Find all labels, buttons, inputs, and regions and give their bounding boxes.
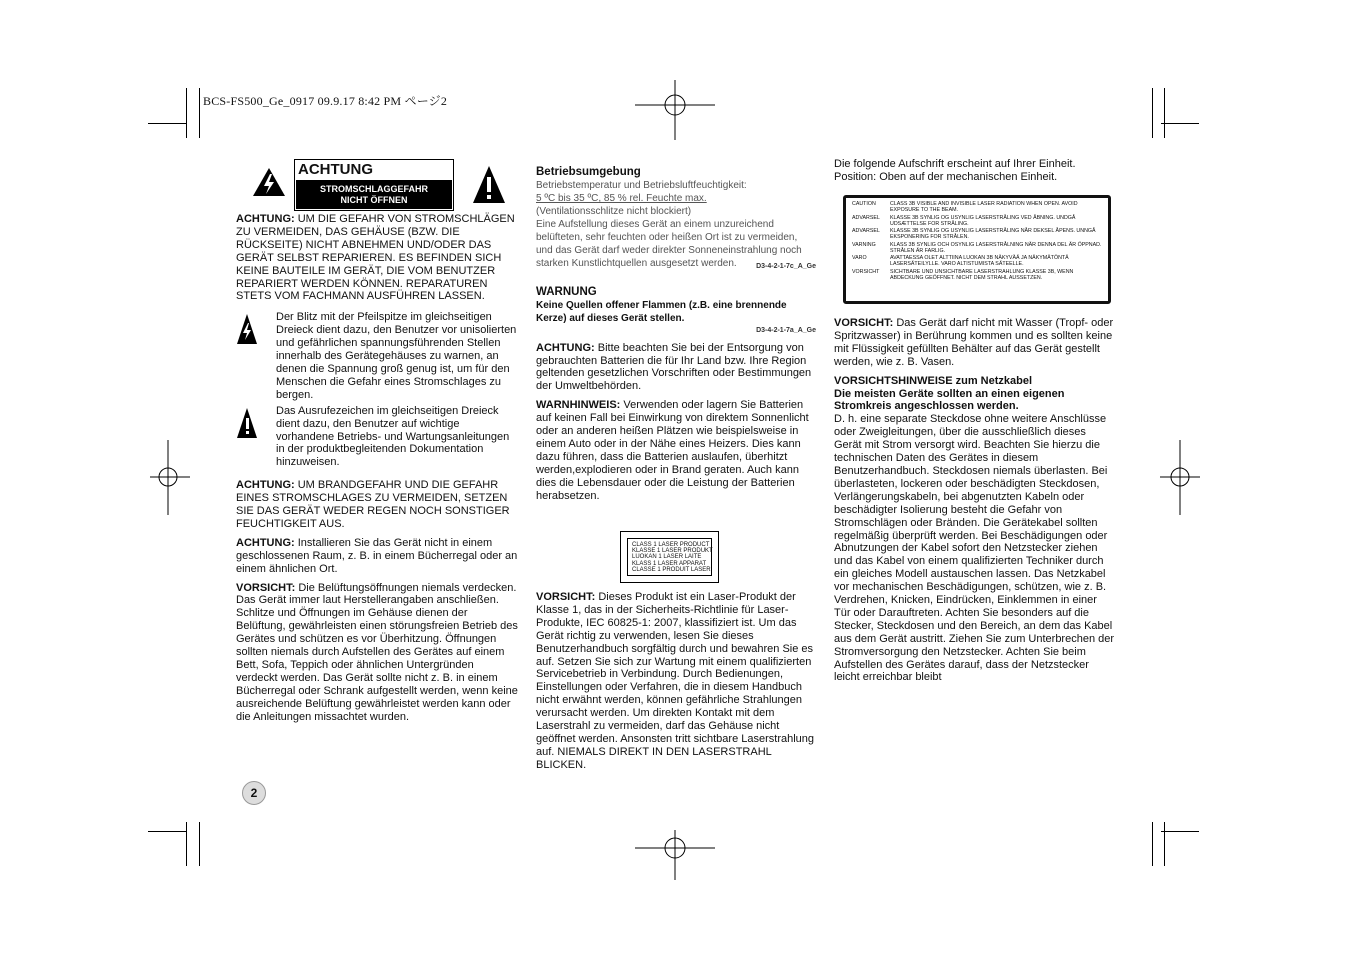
paragraph-text: Installieren Sie das Gerät nicht in einem geschlossenen Raum, z. B. in einem Bücherregal oder an einem ähnlichen Ort. bbox=[236, 536, 518, 575]
lightning-warning-icon bbox=[236, 313, 258, 347]
registration-mark-right bbox=[1160, 440, 1200, 515]
battery-disposal-paragraph bbox=[536, 342, 816, 394]
environment-line1: Betriebstemperatur und Betriebsluftfeuchtigkeit: bbox=[536, 179, 747, 191]
lightning-text: Der Blitz mit der Pfeilspitze im gleichseitigen Dreieck dient dazu, den Benutzer vor unisolierten und gefährlichen spannungsführenden Stellen innerhalb des Gerätegehäuses zu warnen, an denen die Spannung groß genug ist, um für den Menschen die Gefahr eines Stromschlages zu bergen. bbox=[276, 311, 517, 401]
column-middle bbox=[536, 166, 816, 509]
laser-label-row bbox=[852, 269, 1102, 281]
lead-label: ACHTUNG: bbox=[536, 341, 595, 354]
battery-warning-paragraph bbox=[536, 399, 816, 502]
registration-mark-bottom bbox=[635, 830, 715, 880]
lightning-explanation bbox=[236, 311, 518, 401]
laser-label-value: KLASSE 3B SYNLIG OG USYNLIG LASERSTRÅLING VED ÅBNING. UNDGÅ UDSÆTTELSE FOR STRÅLING. bbox=[890, 214, 1076, 227]
warnung-heading: WARNUNG bbox=[536, 285, 597, 298]
paragraph-text: Die Belüftungsöffnungen niemals verdecken. Das Gerät immer laut Herstellerangaben anschließen. bbox=[236, 581, 517, 607]
warning-paragraph-4 bbox=[236, 582, 518, 608]
exclamation-warning-icon bbox=[236, 407, 258, 441]
column-right bbox=[834, 158, 1116, 190]
lead-label: ACHTUNG: bbox=[236, 536, 295, 549]
laser-label-value: KLASS 3B SYNLIG OCH OSYNLIG LASERSTRÅLNING NÄR DENNA DEL ÄR ÖPPNAD. STRÅLEN ÄR FARLIG. bbox=[890, 241, 1102, 254]
column-left bbox=[236, 159, 518, 730]
exclamation-warning-icon bbox=[472, 165, 506, 205]
lead-label: WARNHINWEIS: bbox=[536, 399, 621, 412]
laser-label-key: VARO bbox=[852, 255, 867, 261]
laser-label-value: AVATTAESSA OLET ALTTIINA LUOKAN 3B NÄKYVÄÄ JA NÄKYMÄTÖNTÄ LASERSÄTEILYLLE. VARO ALTISTUMISTA SÄTEELLE. bbox=[890, 255, 1069, 267]
laser-label-key: ADVARSEL bbox=[852, 228, 880, 234]
laser-label-key: VARNING bbox=[852, 241, 876, 248]
environment-line4: Eine Aufstellung dieses Gerät an einem unzureichend belüfteten, sehr feuchten oder heißen Ort ist zu vermeiden, und das Gerät darf weder direkter Sonneneinstrahlung noch starken Kunstlichtquellen ausgesetzt werden. bbox=[536, 218, 802, 269]
caution-subtitle-line1: STROMSCHLAGGEFAHR bbox=[320, 184, 428, 194]
environment-line2: 5 ºC bis 35 ºC, 85 % rel. Feuchte max. bbox=[536, 192, 707, 204]
water-caution-paragraph bbox=[834, 317, 1116, 369]
paragraph-text: UM BRANDGEFAHR UND DIE GEFAHR EINES STROMSCHLAGES ZU VERMEIDEN, SETZEN SIE DAS GERÄT WEDER REGEN NOCH SONSTIGER FEUCHTIGKEIT AUS. bbox=[236, 479, 510, 530]
laser-label-row bbox=[852, 255, 1102, 267]
warning-paragraph-1 bbox=[236, 213, 518, 303]
environment-code: D3-4-2-1-7c_A_Ge bbox=[756, 262, 816, 270]
laser-label-value: CLASS 3B VISIBLE AND INVISIBLE LASER RADIATION WHEN OPEN. AVOID EXPOSURE TO THE BEAM. bbox=[890, 201, 1078, 213]
page-number: 2 bbox=[242, 781, 266, 805]
column-right-lower bbox=[834, 317, 1116, 684]
paragraph-text: UM DIE GEFAHR VON STROMSCHLÄGEN ZU VERMEIDEN, DAS GEHÄUSE (BZW. DIE RÜCKSEITE) NICHT ABNEHMEN UND/ODER DAS GERÄT SELBST REPARIEREN. ES BEFINDEN SICH KEINE BAUTEILE IM GERÄT, DIE VOM BENUTZER REPARIERT WERDEN KÖNNEN. REPARATUREN STETS VOM FACHMANN AUSFÜHREN LASSEN. bbox=[236, 213, 515, 303]
column-middle-lower bbox=[536, 591, 818, 778]
warnung-code: D3-4-2-1-7a_A_Ge bbox=[756, 326, 816, 334]
lead-label: VORSICHT: bbox=[834, 317, 894, 329]
caution-header bbox=[236, 159, 518, 211]
class1-laser-label bbox=[620, 531, 719, 583]
print-header: BCS-FS500_Ge_0917 09.9.17 8:42 PM ページ2 bbox=[203, 94, 448, 108]
power-cord-subheading: Die meisten Geräte sollten an einen eigenen Stromkreis angeschlossen werden. bbox=[834, 387, 1065, 413]
class3b-laser-label bbox=[843, 195, 1111, 304]
paragraph-text: Verwenden oder lagern Sie Batterien auf keinen Fall bei Einwirkung von direktem Sonnenlicht oder an anderen heißen Plätzen wie beispielsweise in einem Auto oder in der Nähe eines Heizers. Dies kann dazu führen, dass die Batterien auslaufen, überhitzt werden,explodieren oder in Brand geraten. Auch kann dies die Lebensdauer oder die Leistung der Batterien herabsetzen. bbox=[536, 399, 809, 502]
caution-box bbox=[294, 159, 454, 211]
lightning-warning-icon bbox=[252, 167, 286, 197]
power-cord-heading: VORSICHTSHINWEISE zum Netzkabel bbox=[834, 374, 1033, 387]
registration-mark-top bbox=[635, 80, 715, 140]
ventilation-paragraph: Schlitze und Öffnungen im Gehäuse dienen der Belüftung, gewährleisten einen störungsfreien Betrieb des Gerätes und schützen es vor Überhitzung. Öffnungen sollten niemals durch Aufstellen des Gerätes auf einem Bett, Sofa, Teppich oder ähnlichen Untergründen verdeckt werden. Das Gerät sollte nicht z. B. in einem Bücherregal oder Schrank aufgestellt werden, wenn keine ausreichende Belüftung gewährleistet werden kann oder die Anleitungen missachtet wurden. bbox=[236, 607, 518, 723]
environment-line3: (Ventilationsschlitze nicht blockiert) bbox=[536, 205, 692, 217]
paragraph-text: Das Gerät darf nicht mit Wasser (Tropf- oder Spritzwasser) in Berührung kommen und es sollten keine mit Flüssigkeit gefüllten Behälter auf das Gerät gestellt werden, wie z. B. Vasen. bbox=[834, 317, 1114, 368]
lead-label: VORSICHT: bbox=[236, 581, 296, 594]
laser-label-value: KLASSE 3B SYNLIG OG USYNLIG LASERSTRÅLING NÅR DEKSEL ÅPENS. UNNGÅ EKSPONERING FOR STRÅLEN. bbox=[890, 228, 1096, 240]
warnung-text: Keine Quellen offener Flammen (z.B. eine brennende Kerze) auf dieses Gerät stellen. bbox=[536, 299, 787, 324]
laser-label-key: VORSICHT bbox=[852, 268, 880, 275]
laser-label-key: ADVARSEL bbox=[852, 214, 880, 221]
exclamation-text: Das Ausrufezeichen im gleichseitigen Dreieck dient dazu, den Benutzer auf wichtige vorhandene Betriebs- und Wartungsanleitungen in der produktbegleitenden Dokumentation hinzuweisen. bbox=[276, 404, 510, 469]
environment-heading: Betriebsumgebung bbox=[536, 166, 641, 178]
warning-paragraph-3 bbox=[236, 537, 518, 576]
laser-label-row bbox=[852, 228, 1102, 240]
lead-label: VORSICHT: bbox=[536, 591, 596, 603]
laser-label-key: CAUTION bbox=[852, 201, 876, 207]
laser-caution-paragraph bbox=[536, 591, 818, 772]
laser-label-row bbox=[852, 242, 1102, 254]
power-cord-text: D. h. eine separate Steckdose ohne weitere Anschlüsse oder Zweigleitungen, über die ausschließlich dieses Gerät mit Strom versorgt wird. Beachten Sie hierzu die technischen Daten des Gerätes in diesem Benutzerhandbuch. Steckdosen niemals überlasten. Bei überlasteten, lockeren oder beschädigten Steckdosen, Verlängerungskabeln, bei abgenutzten Kabeln oder beschädigter Isolierung besteht die Gefahr von Stromschlägen oder Bränden. Die Gerätekabel sollten regelmäßig überprüft werden. Bei Beschädigungen oder Abnutzungen der Kabel sofort den Netzstecker ziehen und das Kabel von einem qualifizierten Techniker durch ein gleiches Modell austauschen lassen. Das Netzkabel vor mechanischen Beschädigungen, schützen, wie z. B. Verdrehen, Knicken, Eindrücken, Einklemmen in einer Tür oder Darauftreten. Achten Sie besonders auf die Stecker, Steckdosen und den Bereich, an dem das Kabel aus dem Gerät austritt. Ziehen Sie zum Unterbrechen der Stromversorgung den Netzstecker. Achten Sie beim Aufstellen des Gerätes darauf, dass der Netzstecker leicht erreichbar bleibt bbox=[834, 413, 1115, 684]
class1-laser-text: CLASS 1 LASER PRODUCT KLASSE 1 LASER PRODUKT LUOKAN 1 LASER LAITE KLASS 1 LASER APPARAT CLASSE 1 PRODUIT LASER bbox=[627, 538, 712, 576]
warning-paragraph-2 bbox=[236, 479, 518, 531]
paragraph-text: Bitte beachten Sie bei der Entsorgung von gebrauchten Batterien die für Ihr Land bzw. Ihre Region geltenden gesetzlichen Vorschriften oder Bestimmungen der Umweltbehörden. bbox=[536, 341, 812, 393]
paragraph-text: Dieses Produkt ist ein Laser-Produkt der Klasse 1, das in der Sicherheits-Richtlinie für Laser-Produkte, IEC 60825-1: 2007, klassifiziert ist. Um das Gerät richtig zu verwenden, lesen Sie dieses Benutzerhandbuch sorgfältig durch und bewahren Sie es auf. Setzen Sie sich zur Wartung mit einem qualifizierten Servicebetrieb in Verbindung. Durch Bedienungen, Einstellungen oder Verfahren, die in diesem Handbuch nicht erwähnt werden, können gefährliche Strahlungen verursacht werden. Um direkten Kontakt mit dem Laserstrahl zu vermeiden, darf das Gehäuse nicht geöffnet werden. Ansonsten tritt sichtbare Laserstrahlung auf. NIEMALS DIREKT IN DEN LASERSTRAHL BLICKEN. bbox=[536, 591, 815, 771]
caution-subtitle-line2: NICHT ÖFFNEN bbox=[340, 195, 408, 205]
laser-label-value: SICHTBARE UND UNSICHTBARE LASERSTRAHLUNG KLASSE 3B, WENN ABDECKUNG GEÖFFNET. NICHT DEM STRAHL AUSSETZEN. bbox=[890, 268, 1074, 281]
laser-label-row bbox=[852, 215, 1102, 227]
exclamation-explanation bbox=[236, 405, 518, 470]
lead-label: ACHTUNG: bbox=[236, 479, 295, 492]
lead-label: ACHTUNG: bbox=[236, 213, 295, 225]
caution-subtitle bbox=[296, 180, 452, 209]
label-intro: Die folgende Aufschrift erscheint auf Ihrer Einheit. Position: Oben auf der mechanischen Einheit. bbox=[834, 158, 1076, 183]
registration-mark-left bbox=[150, 440, 190, 515]
caution-title: ACHTUNG bbox=[298, 161, 373, 178]
laser-label-row bbox=[852, 201, 1102, 213]
